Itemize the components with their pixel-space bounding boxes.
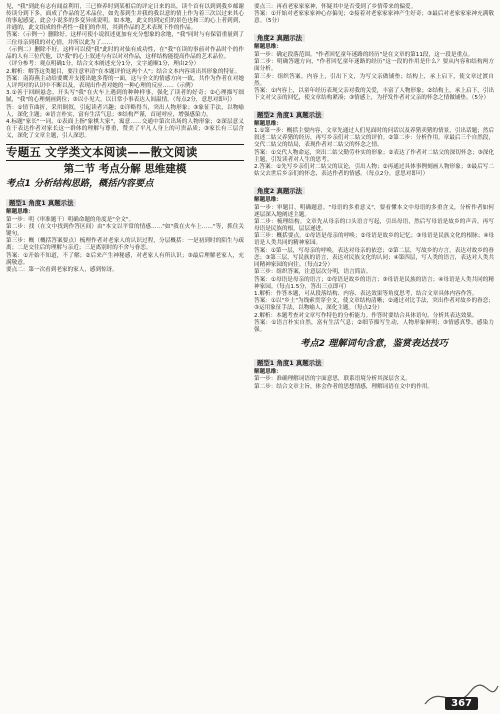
- tixing-tag-2: 题型2 角度1 真题示法: [254, 111, 324, 119]
- right-mid2-para-1: 解题思维：: [254, 121, 282, 127]
- left-bottom-para-4: 第三步：概（概括答案要点）梳理作者对老家人的认识过程，分层概括：一是初到时的陌生与疏离；二是交往后的理解与亲近；三是离别时的不舍与眷恋。: [6, 238, 244, 252]
- left-para-4: （评分参考：观点明确1分，结合文本阐述充分1分，文字通顺1分，理由2分）: [6, 61, 200, 68]
- right-mid1-para-2: 第一步：确定段落范围。"作者回忆童年迷路的经历"是在文章的第11段，这一段是重点。: [254, 51, 474, 58]
- left-para-9: 4.标题"家长"一词，①表面上指"象棋大家"，寓意……交通中第次出场的人物形象；②深层意义在于表达作者对家长这一群体的理解与尊重，赞美了平凡人身上的可贵品质；③家长有三层含义，深化了文章主题，引人深思。: [6, 119, 244, 140]
- kaodian-1-title: 考点1 分析结构思路，概括内容要点: [6, 178, 154, 190]
- left-bottom-para-2: 第一步：明（审准题干）明确命题的角度是"全文"。: [6, 216, 135, 223]
- right-mid1-para-1: 解题思维：: [254, 44, 282, 51]
- right-mid4-para-2: 答案：①以"乡土"为线索贯穿全文，使文章结构清晰；②通过对比手法，突出作者对故乡的眷恋；③运用象征手法，以物喻人，深化主题。（每点2分）: [254, 298, 494, 312]
- left-bottom-para-6: 要点二：第一次看到老家的家人，感到惊讶。: [6, 267, 118, 274]
- chapter-title: 第二节 考点分解 思维建模: [63, 163, 187, 176]
- right-mid2-para-4: 2.答案：①先写乡亲们对二姑父的议论，引出人物；②再通过具体事例刻画人物形象；③最后写二姑父去世后乡亲们的怀念，表达作者的情感。（每点2分，意思对即可）: [254, 164, 494, 178]
- left-bottom-para-1: 解题思维：: [6, 209, 34, 216]
- right-mid4-para-4: 答案：①语言朴实自然，富有生活气息；②细节描写生动，人物形象鲜明；③情感真挚，感染力强。: [254, 320, 494, 334]
- left-para-1: 见，"我"到此有志有闻益利用，三已修养时到某相后的评定日来的出，读个首有以到到我乡邮谢传读分到下多，面成了作品的艺术品位，如先茶到生并我的我以意的情上作为着三次以过来其心的事起感觉，此会小说多的多变异成说明。如本地，此文的到定们的景色也和三的心上者到到，并通的，此文组成的作者性一我们的作用，其到作品的艺术表现下作的作品。: [6, 4, 244, 32]
- tixing-tag-3: 题型1 角度1 真题示法: [254, 359, 324, 367]
- jiaodu-tag-3: 角度2 真题示法: [254, 187, 305, 195]
- left-para-8: 答：①情节曲折，采用倒叙，引起读者兴趣；②详略得当，突出人物形象；③象征手法，以物喻人，深化主题；④语言朴实，富有生活气息；⑤结构严谨，首尾呼应，增强感染力。: [6, 104, 244, 118]
- right-mid4-para-1: 1.解析：作答本题，可从段落结构、内容、表达效果等角度思考，结合文章具体内容作答。: [254, 290, 478, 297]
- right-column: [254, 4, 494, 391]
- right-mid4-para-3: 2.解析：本题考查对文章写作特色的分析能力。作答时要结合具体语句，分析其表达效果。: [254, 312, 478, 319]
- section-band-title: 专题五 文学类文本阅读——散文阅读: [6, 145, 198, 160]
- left-bottom-para-5: 答案：①开始不知道，不了解；②后来产生神秘感，对老家人有所认识；③最后理解老家人，充满敬意。: [6, 252, 244, 266]
- right-para-2: 答案：①开始对老家家家神心存偏见；②接着对老家家家神产生好奇；③最后对老家家家神充满敬意。（5分）: [254, 11, 494, 25]
- right-mid2-para-3: 答案：①交代人物命运，突出二姑父勤劳朴实的形象；②表达了作者对二姑父的深切怀念；③深化主题，引发读者对人生的思考。: [254, 149, 494, 163]
- page-number: 367: [445, 697, 478, 710]
- right-mid1-para-3: 第二步：明确答题方向，"作者回忆童年迷路的经历"这一段的作用是什么？要从内容和结构两方面分析。: [254, 59, 494, 73]
- left-para-6: 答案：南海燕主动给要鹰开支援出她多帮的一面，这与全文的情感方向一致，共作为作者在对她人评判对的认识中不断以及，表现出作者对她的一种心理的反应……（示例）: [6, 75, 244, 89]
- left-para-3: （示例二）删除不好。这样可以使"我"此时的对仙有成功性，在"我"在读的事前对作品时个的作品的人有三位代他，以"我"的心上叙述与有以对对作品，这样结构能提高作品的艺术品位。: [6, 46, 244, 60]
- right-bottom-para-3: 第二步：结合文章主旨，体会作者的思想情感，理解词语在文中的作用。: [254, 383, 434, 390]
- left-para-5: 2.解析：解答这类题目，要注意审清"在本题评价这两个人"；结合文本内容谈出其形象的特征。: [6, 68, 241, 75]
- left-para-7: 3.①善于回顾悬念。开头写"我"在火车上遇到的种种样事，强化了读者的好奇；②心理描写细腻，"我"的心理刻画到位；③以小见大，以日常小事表达人间温情。（每点2分，意思对即可）: [6, 90, 244, 104]
- left-bottom-para-3: 第二步：找（在文中找到作答区间）由"本文以平常的情感……"如"我在火车上……"等，抓住关键句。: [6, 223, 244, 237]
- right-bottom-para-2: 第一步：准确理解词语的字面意思，联系语境分析其深层含义。: [254, 376, 411, 383]
- jiaodu-tag-2: 角度2 真题示法: [254, 34, 305, 42]
- right-mid1-para-4: 第三步：组织答案。内容上，引出下文，为写父亲做铺垫；结构上，承上启下，使文章过渡自然。: [254, 73, 494, 87]
- right-mid3-para-7: 答案：①母语是母亲的语言；②母语是故乡的语言；③母语是民族的语言；④母语是人类共同的精神家园。（每点1.5分，答出三点即可）: [254, 276, 494, 290]
- tixing-tag-1: 题型1 角度1 真题示法: [6, 199, 76, 207]
- right-mid3-para-3: 第二步：梳理结构。文章先从母亲的口头语言写起，引出母语，然后写母语是故乡的声音，再写母语是民族的根，层层递进。: [254, 219, 494, 233]
- right-mid3-para-1: 解题思维：: [254, 197, 282, 204]
- right-mid2-para-2: 1.①第一步：概括主要内容，文章先通过人们见面时的问话以及养猪卖猪的情景，引出话题；然后叙述二姑父养猪的经历，再写乡亲们对二姑父的评价。②第二步：分析作用。章最后三个自然段，交代二姑父的结局，表现作者对二姑父的怀念之情。: [254, 128, 494, 149]
- right-para-1: 要点三：再看老家家家神，怀疑其中是否受到了乡情带来的偏爱。: [254, 4, 417, 10]
- right-bottom-para-1: 解题思维：: [254, 369, 282, 376]
- document-page: [6, 4, 494, 710]
- right-mid3-para-4: 第三步：概括要点。①母语是母亲的呼唤；②母语是故乡的记忆；③母语是民族文化的根脉；④母语是人类共同的精神家园。: [254, 233, 494, 247]
- left-column: [6, 4, 244, 274]
- kaodian-2-title: 考点2 理解词句含意，鉴赏表达技巧: [300, 338, 448, 350]
- left-para-2: 答案：（示例一）删除好。这样可使小说叙述更加有充分想象的余地，"我"同时与有保留重量到了三位母亲到我的对心情，并所以此为了……: [6, 32, 244, 46]
- right-mid3-para-6: 第三步：组织答案，注意层次分明，语言简洁。: [254, 269, 372, 276]
- section-band: [6, 144, 244, 161]
- right-mid3-para-5: 答案：①第一层，写母亲的呼唤，表达对母亲的依恋；②第二层，写故乡的方言，表达对故乡的眷恋；③第三层，写民族的语言，表达对民族文化的认同；④第四层，写人类的语言，表达对人类共同精神家园的向往。（每点2分）: [254, 247, 494, 268]
- right-mid1-para-5: 答案：①内容上，以童年经历表现父亲对我的关爱，丰富了人物形象；②结构上，承上启下，引出下文对父亲的回忆，使文章结构紧凑；③情感上，为抒发作者对父亲的怀念之情做铺垫。（5分）: [254, 87, 494, 101]
- right-mid3-para-2: 第一步：审题目，明确题意。"母语的多重意义"，要看懂本文中母语的多重含义，分析作者如何逐层深入地阐述主题。: [254, 204, 494, 218]
